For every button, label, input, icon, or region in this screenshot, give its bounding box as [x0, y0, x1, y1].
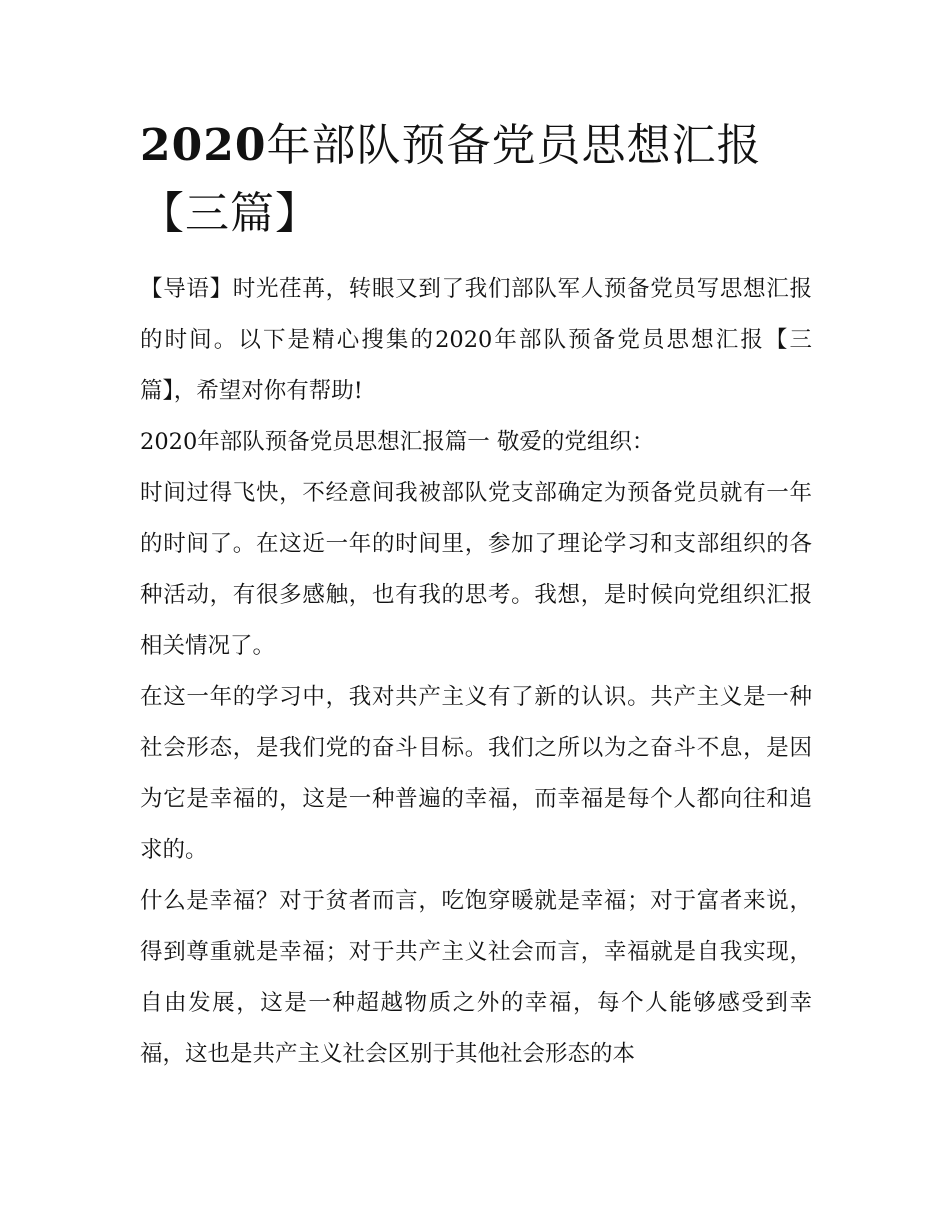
document-body [140, 112, 812, 1080]
body-paragraph: 时间过得飞快，不经意间我被部队党支部确定为预备党员就有一年的时间了。在这近一年的时间里，参加了理论学习和支部组织的各种活动，有很多感触，也有我的思考。我想，是时候向党组织汇报相关情况了。 [140, 480, 812, 659]
document-title [140, 112, 812, 248]
section-heading: 2020年部队预备党员思想汇报篇一 敬爱的党组织： [140, 429, 655, 455]
title-text: 年部队预备党员思想汇报【三篇】 [140, 120, 762, 239]
title-year: 2020 [140, 120, 267, 171]
body-paragraph: 在这一年的学习中，我对共产主义有了新的认识。共产主义是一种社会形态，是我们党的奋斗目标。我们之所以为之奋斗不息，是因为它是幸福的，这是一种普遍的幸福，而幸福是每个人都向往和追求的。 [140, 684, 812, 863]
body-paragraph: 什么是幸福？对于贫者而言，吃饱穿暖就是幸福；对于富者来说，得到尊重就是幸福；对于共产主义社会而言，幸福就是自我实现，自由发展，这是一种超越物质之外的幸福，每个人能够感受到幸福，这也是共产主义社会区别于其他社会形态的本 [140, 888, 812, 1067]
intro-paragraph: 【导语】时光荏苒，转眼又到了我们部队军人预备党员写思想汇报的时间。以下是精心搜集的2020年部队预备党员思想汇报【三篇】，希望对你有帮助! [140, 276, 812, 404]
